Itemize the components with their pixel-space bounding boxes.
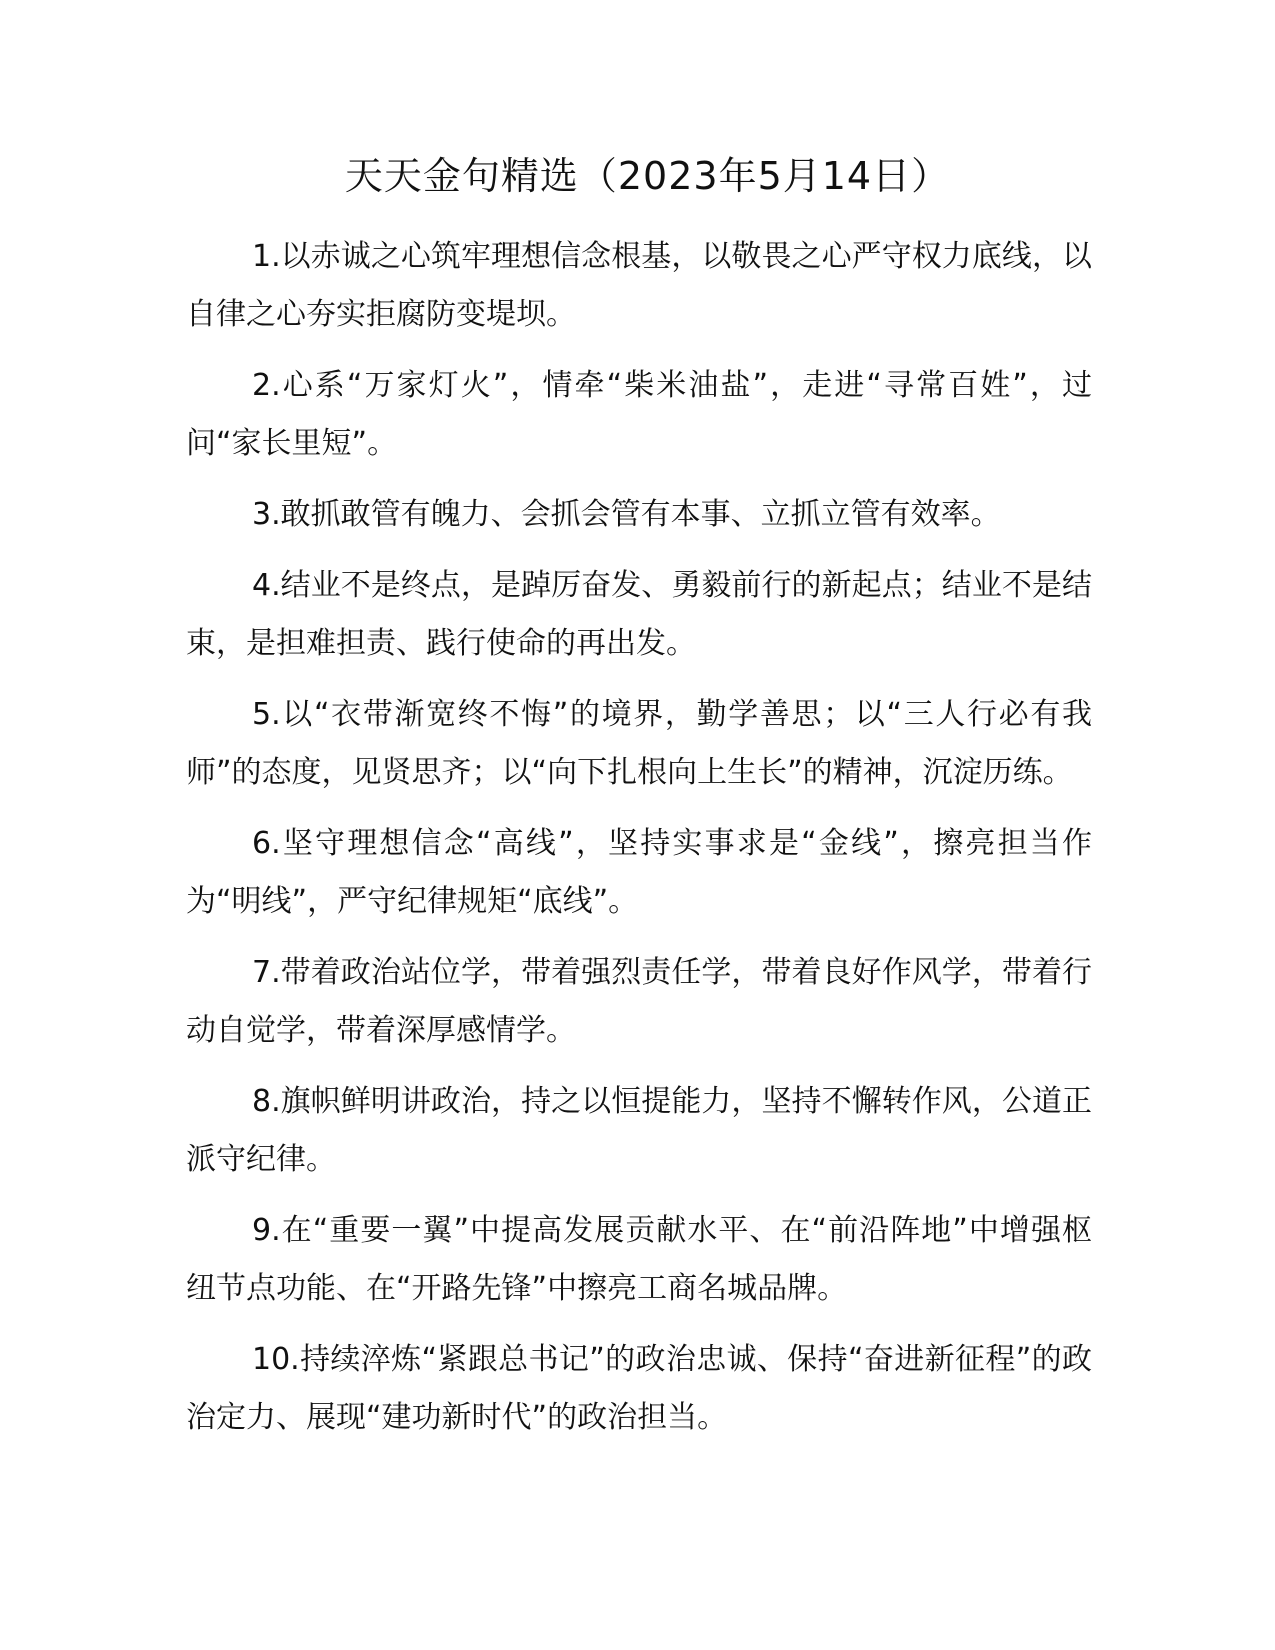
quote-paragraph-9: 9.在“重要一翼”中提高发展贡献水平、在“前沿阵地”中增强枢纽节点功能、在“开路先锋”中擦亮工商名城品牌。	[186, 1213, 1092, 1306]
document-body	[186, 228, 1092, 1460]
quote-paragraph-8: 8.旗帜鲜明讲政治，持之以恒提能力，坚持不懈转作风，公道正派守纪律。	[186, 1084, 1092, 1177]
quote-paragraph-2: 2.心系“万家灯火”，情牵“柴米油盐”，走进“寻常百姓”，过问“家长里短”。	[186, 368, 1092, 461]
document-title: 天天金句精选（2023年5月14日）	[344, 154, 951, 198]
quote-paragraph-5: 5.以“衣带渐宽终不悔”的境界，勤学善思；以“三人行必有我师”的态度，见贤思齐；以“向下扎根向上生长”的精神，沉淀历练。	[186, 697, 1092, 790]
quote-paragraph-7: 7.带着政治站位学，带着强烈责任学，带着良好作风学，带着行动自觉学，带着深厚感情学。	[186, 955, 1092, 1048]
quote-paragraph-1: 1.以赤诚之心筑牢理想信念根基，以敬畏之心严守权力底线，以自律之心夯实拒腐防变堤坝。	[186, 239, 1092, 332]
quote-paragraph-6: 6.坚守理想信念“高线”，坚持实事求是“金线”，擦亮担当作为“明线”，严守纪律规矩“底线”。	[186, 826, 1092, 919]
quote-paragraph-4: 4.结业不是终点，是踔厉奋发、勇毅前行的新起点；结业不是结束，是担难担责、践行使命的再出发。	[186, 568, 1092, 661]
quote-paragraph-3: 3.敢抓敢管有魄力、会抓会管有本事、立抓立管有效率。	[252, 497, 1001, 532]
quote-paragraph-10: 10.持续淬炼“紧跟总书记”的政治忠诚、保持“奋进新征程”的政治定力、展现“建功新时代”的政治担当。	[186, 1342, 1092, 1435]
